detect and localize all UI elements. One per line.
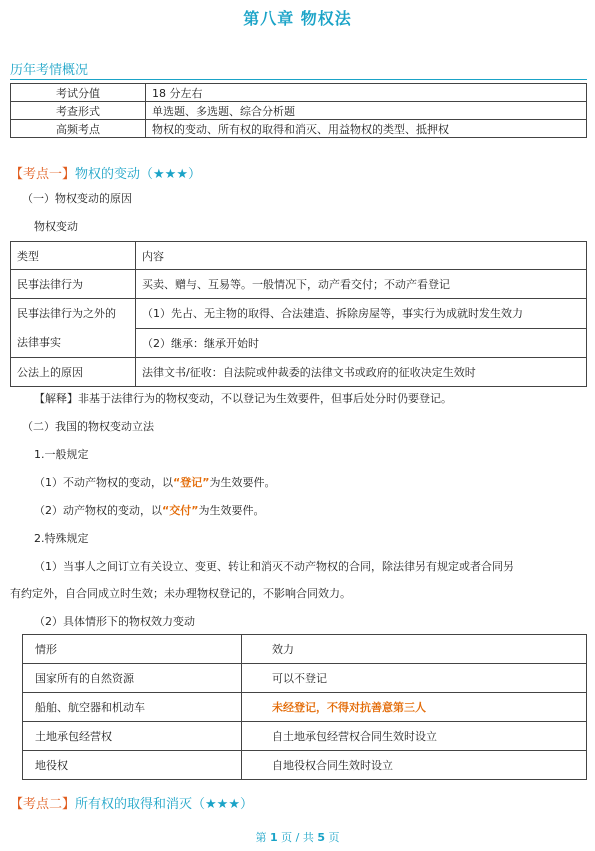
special-rule-2: （2）具体情形下的物权效力变动 [34, 615, 195, 628]
rule-text: （2）动产物权的变动，以 [34, 504, 162, 517]
table-row [23, 635, 587, 664]
effect-table [22, 634, 587, 780]
kp2-heading [10, 793, 253, 812]
content-cell: （2）继承：继承开始时 [136, 328, 587, 358]
rule-text: （1）不动产物权的变动，以 [34, 476, 173, 489]
table-row [11, 102, 587, 120]
rule-emphasis: “交付” [162, 504, 199, 517]
header-type: 类型 [11, 242, 136, 270]
effect-cell-emphasis: 未经登记，不得对抗善意第三人 [242, 693, 587, 722]
general-rule-1 [34, 474, 275, 490]
content-cell: 买卖、赠与、互易等。一般情况下，动产看交付；不动产看登记 [136, 270, 587, 299]
chapter-title: 第八章 物权法 [243, 9, 352, 28]
s1-sub: 物权变动 [34, 220, 78, 233]
overview-table [10, 83, 587, 138]
kp2-bracket: 【考点二】 [10, 797, 76, 812]
general-rule-heading: 1.一般规定 [34, 448, 89, 461]
kp1-title: 物权的变动 [75, 167, 141, 182]
table-row [11, 242, 587, 270]
header-situation: 情形 [23, 635, 242, 664]
overview-title: 历年考情概况 [10, 63, 89, 78]
change-cause-table [10, 241, 587, 387]
rule-emphasis: “登记” [173, 476, 210, 489]
explain-note: 【解释】非基于法律行为的物权变动，不以登记为生效要件，但事后处分时仍要登记。 [34, 392, 452, 405]
table-row [11, 270, 587, 299]
effect-cell: 自土地承包经营权合同生效时设立 [242, 722, 587, 751]
overview-key: 高频考点 [11, 120, 146, 138]
kp2-stars: （★★★） [192, 797, 253, 812]
footer-text: 第 [255, 831, 270, 844]
effect-cell: 自地役权合同生效时设立 [242, 751, 587, 780]
rule-text: 为生效要件。 [198, 504, 265, 517]
table-row [11, 358, 587, 387]
table-row [11, 84, 587, 102]
table-row [11, 299, 587, 329]
table-row [23, 664, 587, 693]
special-rule-1-line1: （1）当事人之间订立有关设立、变更、转让和消灭不动产物权的合同，除法律另有规定或者合同另 [34, 560, 514, 573]
type-cell: 公法上的原因 [11, 358, 136, 387]
table-row [23, 722, 587, 751]
situation-cell: 土地承包经营权 [23, 722, 242, 751]
kp1-heading [10, 163, 201, 182]
content-cell: （1）先占、无主物的取得、合法建造、拆除房屋等，事实行为成就时发生效力 [136, 299, 587, 329]
overview-value: 单选题、多选题、综合分析题 [146, 102, 587, 120]
rule-text: 为生效要件。 [209, 476, 276, 489]
type-cell-line: 民事法律行为之外的 [17, 307, 116, 320]
type-cell: 民事法律行为 [11, 270, 136, 299]
header-content: 内容 [136, 242, 587, 270]
overview-value: 物权的变动、所有权的取得和消灭、用益物权的类型、抵押权 [146, 120, 587, 138]
footer-text: 页 [325, 831, 340, 844]
situation-cell: 地役权 [23, 751, 242, 780]
total-page-number: 5 [317, 831, 325, 844]
situation-cell: 船舶、航空器和机动车 [23, 693, 242, 722]
overview-value: 18 分左右 [146, 84, 587, 102]
table-row [23, 693, 587, 722]
type-cell [11, 299, 136, 358]
footer-text: 页 / 共 [277, 831, 318, 844]
type-cell-line: 法律事实 [17, 336, 61, 349]
special-rule-1-line2: 有约定外，自合同成立时生效；未办理物权登记的，不影响合同效力。 [10, 587, 351, 600]
situation-cell: 国家所有的自然资源 [23, 664, 242, 693]
s2-heading: （二）我国的物权变动立法 [22, 420, 154, 433]
page-footer [0, 829, 595, 845]
overview-key: 考试分值 [11, 84, 146, 102]
s1-heading: （一）物权变动的原因 [22, 192, 132, 205]
general-rule-2 [34, 502, 264, 518]
overview-divider [10, 79, 587, 80]
content-cell: 法律文书/征收：自法院或仲裁委的法律文书或政府的征收决定生效时 [136, 358, 587, 387]
table-row [11, 120, 587, 138]
kp1-bracket: 【考点一】 [10, 167, 76, 182]
special-rule-heading: 2.特殊规定 [34, 532, 89, 545]
kp2-title: 所有权的取得和消灭 [75, 797, 193, 812]
kp1-stars: （★★★） [140, 167, 201, 182]
table-row [23, 751, 587, 780]
effect-cell: 可以不登记 [242, 664, 587, 693]
header-effect: 效力 [242, 635, 587, 664]
overview-key: 考查形式 [11, 102, 146, 120]
current-page-number: 1 [269, 831, 278, 844]
